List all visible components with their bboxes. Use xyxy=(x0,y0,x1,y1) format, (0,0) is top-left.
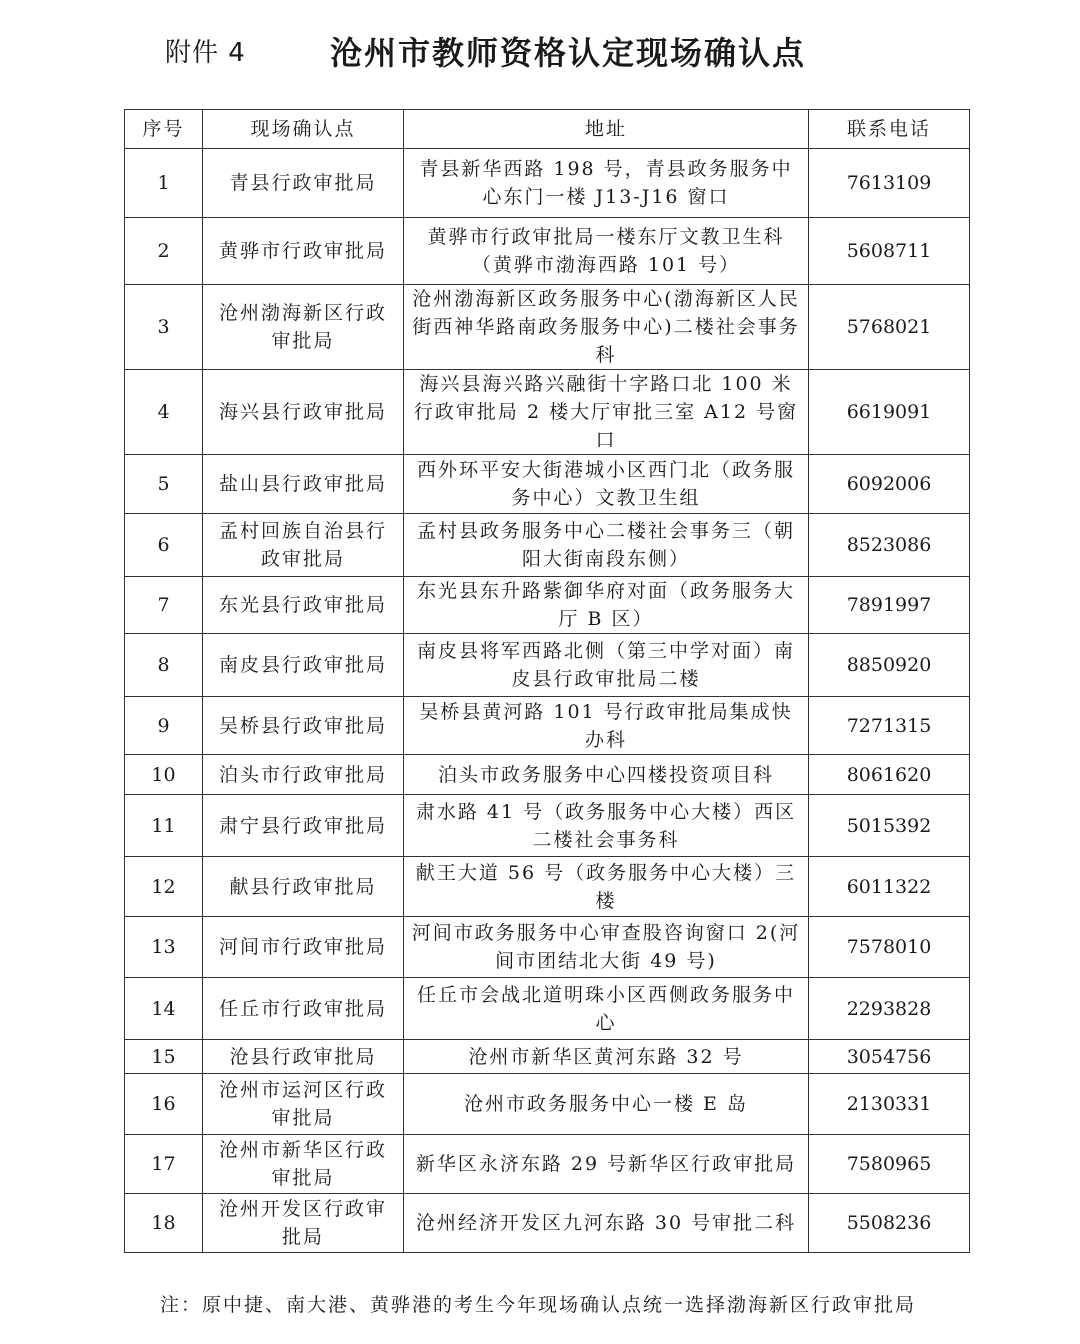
site-address: 河间市政务服务中心审查股咨询窗口 2(河间市团结北大街 49 号) xyxy=(404,917,809,978)
column-header-no: 序号 xyxy=(125,110,203,149)
site-name: 沧县行政审批局 xyxy=(203,1040,404,1074)
site-phone: 2130331 xyxy=(809,1074,970,1135)
site-address: 泊头市政务服务中心四楼投资项目科 xyxy=(404,755,809,795)
site-address: 黄骅市行政审批局一楼东厅文教卫生科（黄骅市渤海西路 101 号） xyxy=(404,218,809,285)
site-phone: 5768021 xyxy=(809,285,970,370)
site-phone: 2293828 xyxy=(809,978,970,1040)
site-phone: 7580965 xyxy=(809,1135,970,1194)
site-name: 吴桥县行政审批局 xyxy=(203,697,404,755)
site-phone: 5508236 xyxy=(809,1194,970,1253)
row-number: 10 xyxy=(125,755,203,795)
site-phone: 5015392 xyxy=(809,795,970,857)
site-address: 任丘市会战北道明珠小区西侧政务服务中心 xyxy=(404,978,809,1040)
row-number: 3 xyxy=(125,285,203,370)
site-phone: 7578010 xyxy=(809,917,970,978)
row-number: 16 xyxy=(125,1074,203,1135)
site-phone: 7891997 xyxy=(809,577,970,634)
site-address: 沧州市新华区黄河东路 32 号 xyxy=(404,1040,809,1074)
site-address: 沧州经济开发区九河东路 30 号审批二科 xyxy=(404,1194,809,1253)
site-address: 孟村县政务服务中心二楼社会事务三（朝阳大街南段东侧） xyxy=(404,514,809,577)
row-number: 6 xyxy=(125,514,203,577)
row-number: 12 xyxy=(125,857,203,917)
table-row xyxy=(125,755,970,795)
table-row xyxy=(125,577,970,634)
site-name: 孟村回族自治县行政审批局 xyxy=(203,514,404,577)
row-number: 5 xyxy=(125,455,203,514)
site-address: 沧州市政务服务中心一楼 E 岛 xyxy=(404,1074,809,1135)
attachment-label: 附件 4 xyxy=(165,38,246,68)
site-address: 吴桥县黄河路 101 号行政审批局集成快办科 xyxy=(404,697,809,755)
site-phone: 5608711 xyxy=(809,218,970,285)
site-phone: 6011322 xyxy=(809,857,970,917)
column-header-address: 地址 xyxy=(404,110,809,149)
site-name: 泊头市行政审批局 xyxy=(203,755,404,795)
row-number: 8 xyxy=(125,634,203,697)
table-row xyxy=(125,978,970,1040)
row-number: 1 xyxy=(125,149,203,218)
row-number: 4 xyxy=(125,370,203,455)
table-row xyxy=(125,1135,970,1194)
confirmation-sites-table xyxy=(124,109,970,1253)
table-header-row xyxy=(125,110,970,149)
table-row xyxy=(125,857,970,917)
page-title: 沧州市教师资格认定现场确认点 xyxy=(330,34,807,72)
site-name: 东光县行政审批局 xyxy=(203,577,404,634)
site-address: 新华区永济东路 29 号新华区行政审批局 xyxy=(404,1135,809,1194)
table-row xyxy=(125,218,970,285)
table-row xyxy=(125,514,970,577)
table-row xyxy=(125,285,970,370)
table-row xyxy=(125,149,970,218)
site-address: 肃水路 41 号（政务服务中心大楼）西区二楼社会事务科 xyxy=(404,795,809,857)
site-address: 青县新华西路 198 号，青县政务服务中心东门一楼 J13-J16 窗口 xyxy=(404,149,809,218)
site-phone: 8523086 xyxy=(809,514,970,577)
row-number: 11 xyxy=(125,795,203,857)
site-name: 沧州市新华区行政审批局 xyxy=(203,1135,404,1194)
site-phone: 6619091 xyxy=(809,370,970,455)
table-row xyxy=(125,1074,970,1135)
site-phone: 7613109 xyxy=(809,149,970,218)
site-name: 青县行政审批局 xyxy=(203,149,404,218)
site-name: 南皮县行政审批局 xyxy=(203,634,404,697)
row-number: 15 xyxy=(125,1040,203,1074)
table-row xyxy=(125,795,970,857)
site-address: 海兴县海兴路兴融街十字路口北 100 米行政审批局 2 楼大厅审批三室 A12 号窗口 xyxy=(404,370,809,455)
table-row xyxy=(125,1040,970,1074)
site-address: 南皮县将军西路北侧（第三中学对面）南皮县行政审批局二楼 xyxy=(404,634,809,697)
row-number: 17 xyxy=(125,1135,203,1194)
row-number: 2 xyxy=(125,218,203,285)
site-address: 献王大道 56 号（政务服务中心大楼）三楼 xyxy=(404,857,809,917)
site-phone: 3054756 xyxy=(809,1040,970,1074)
row-number: 18 xyxy=(125,1194,203,1253)
table-row xyxy=(125,455,970,514)
table-row xyxy=(125,634,970,697)
table-row xyxy=(125,1194,970,1253)
table-row xyxy=(125,697,970,755)
site-phone: 6092006 xyxy=(809,455,970,514)
site-name: 任丘市行政审批局 xyxy=(203,978,404,1040)
row-number: 13 xyxy=(125,917,203,978)
site-name: 盐山县行政审批局 xyxy=(203,455,404,514)
site-name: 沧州市运河区行政审批局 xyxy=(203,1074,404,1135)
site-name: 河间市行政审批局 xyxy=(203,917,404,978)
site-name: 黄骅市行政审批局 xyxy=(203,218,404,285)
site-name: 沧州渤海新区行政审批局 xyxy=(203,285,404,370)
row-number: 7 xyxy=(125,577,203,634)
column-header-site: 现场确认点 xyxy=(203,110,404,149)
row-number: 9 xyxy=(125,697,203,755)
site-address: 西外环平安大街港城小区西门北（政务服务中心）文教卫生组 xyxy=(404,455,809,514)
site-name: 肃宁县行政审批局 xyxy=(203,795,404,857)
table-row xyxy=(125,370,970,455)
column-header-phone: 联系电话 xyxy=(809,110,970,149)
table-row xyxy=(125,917,970,978)
site-name: 沧州开发区行政审批局 xyxy=(203,1194,404,1253)
site-address: 沧州渤海新区政务服务中心(渤海新区人民街西神华路南政务服务中心)二楼社会事务科 xyxy=(404,285,809,370)
site-address: 东光县东升路紫御华府对面（政务服务大厅 B 区） xyxy=(404,577,809,634)
site-name: 献县行政审批局 xyxy=(203,857,404,917)
site-phone: 8061620 xyxy=(809,755,970,795)
site-phone: 7271315 xyxy=(809,697,970,755)
row-number: 14 xyxy=(125,978,203,1040)
site-name: 海兴县行政审批局 xyxy=(203,370,404,455)
site-phone: 8850920 xyxy=(809,634,970,697)
footnote: 注：原中捷、南大港、黄骅港的考生今年现场确认点统一选择渤海新区行政审批局 xyxy=(160,1294,917,1316)
